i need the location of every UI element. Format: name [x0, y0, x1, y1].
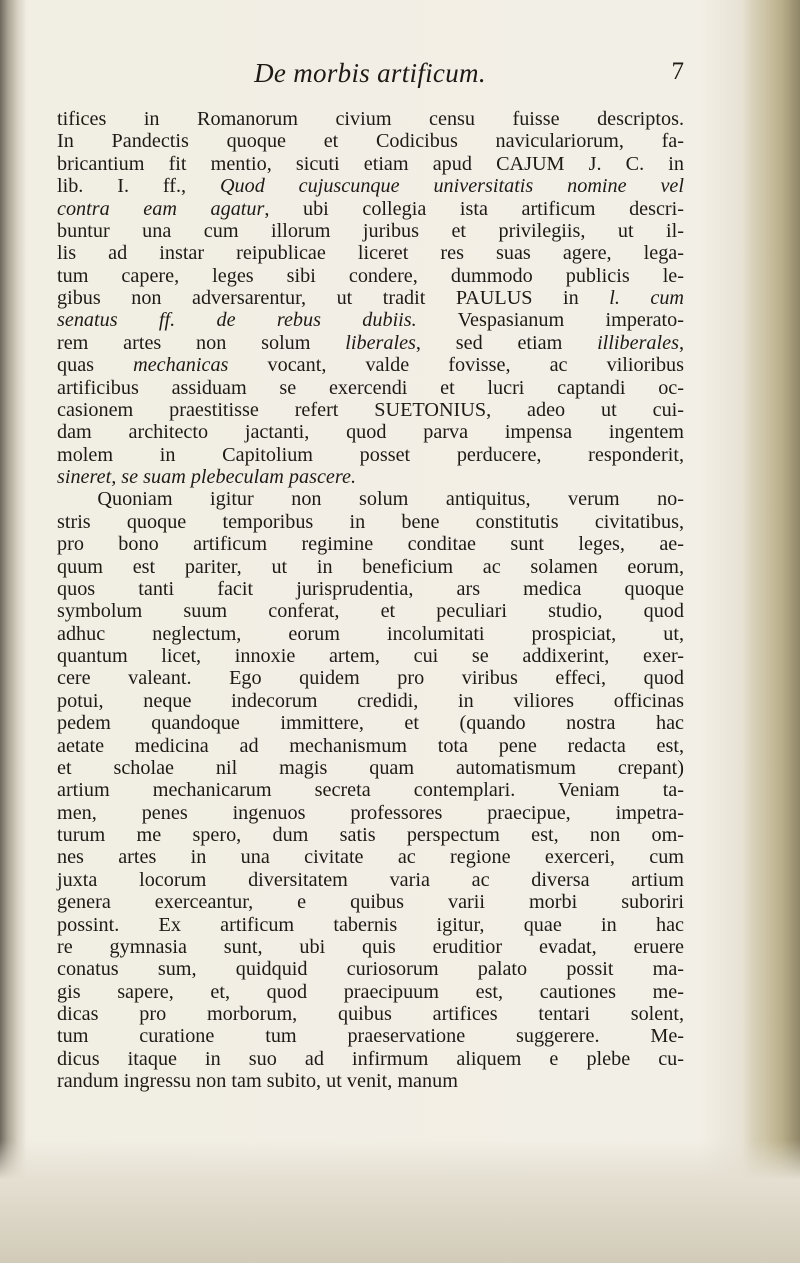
- text-segment: artificibus assiduam se exercendi et lucri captandi oc-: [57, 376, 684, 399]
- text-line: [57, 1070, 684, 1092]
- text-segment: rem artes non solum: [57, 331, 346, 354]
- text-line: [57, 802, 684, 824]
- text-line: [57, 108, 684, 130]
- text-segment: quas: [57, 354, 134, 377]
- text-line: [57, 1025, 684, 1047]
- text-segment: senatus ff. de rebus dubiis.: [57, 309, 417, 332]
- text-segment: pro bono artificum regimine conditae sunt leges, ae-: [57, 533, 684, 556]
- text-line: [57, 981, 684, 1003]
- text-segment: quos tanti facit jurisprudentia, ars medica quoque: [57, 577, 684, 600]
- text-segment: dam architecto jactanti, quod parva impensa ingentem: [57, 421, 684, 444]
- text-line: [57, 377, 684, 399]
- text-segment: gibus non adversarentur, ut tradit PAULUS in: [57, 287, 610, 309]
- text-line: [57, 690, 684, 712]
- text-line: [57, 779, 684, 801]
- text-segment: nes artes in una civitate ac regione exerceri, cum: [57, 846, 684, 869]
- running-head: [60, 58, 684, 98]
- text-line: [57, 824, 684, 846]
- text-line: [57, 712, 684, 734]
- text-segment: liberales: [345, 331, 416, 354]
- text-line: [57, 354, 684, 376]
- text-segment: dicas pro morborum, quibus artifices tentari solent,: [57, 1003, 684, 1025]
- text-segment: pedem quandoque immittere, et (quando nostra hac: [57, 712, 684, 735]
- text-segment: genera exerceantur, e quibus varii morbi suboriri: [57, 891, 684, 914]
- text-segment: gis sapere, et, quod praecipuum est, cautiones me-: [57, 980, 684, 1003]
- text-segment: re gymnasia sunt, ubi quis eruditior evadat, eruere: [57, 935, 684, 958]
- text-segment: buntur una cum illorum juribus et privilegiis, ut il-: [57, 219, 684, 242]
- text-segment: men, penes ingenuos professores praecipue, impetra-: [57, 801, 684, 824]
- text-segment: tum curatione tum praeservatione suggerere. Me-: [57, 1025, 684, 1048]
- text-line: [57, 287, 684, 309]
- text-segment: aetate medicina ad mechanismum tota pene redacta est,: [57, 734, 684, 757]
- text-line: [57, 667, 684, 689]
- text-line: [57, 891, 684, 913]
- text-line: [57, 869, 684, 891]
- text-segment: possint. Ex artificum tabernis igitur, quae in hac: [57, 913, 684, 936]
- text-line: [57, 846, 684, 868]
- text-line: [57, 153, 684, 175]
- text-segment: turum me spero, dum satis perspectum est, non om-: [57, 824, 684, 846]
- text-segment: bricantium fit mentio, sicuti etiam apud CAJUM J. C. in: [57, 152, 684, 175]
- text-line: [57, 488, 684, 510]
- text-line: [57, 735, 684, 757]
- body-text: [57, 108, 684, 1093]
- text-segment: In Pandectis quoque et Codicibus naviculariorum, fa-: [57, 130, 684, 153]
- text-segment: vocant, valde fovisse, ac vilioribus: [228, 354, 684, 377]
- text-line: [57, 757, 684, 779]
- text-line: [57, 265, 684, 287]
- text-line: [57, 623, 684, 645]
- text-segment: l. cum: [609, 287, 684, 309]
- text-segment: conatus sum, quidquid curiosorum palato possit ma-: [57, 958, 684, 981]
- text-line: [57, 130, 684, 152]
- text-line: [57, 578, 684, 600]
- text-line: [57, 1048, 684, 1070]
- page-edge-shadow: [742, 0, 800, 1263]
- text-line: [57, 936, 684, 958]
- text-segment: juxta locorum diversitatem varia ac diversa artium: [57, 868, 684, 891]
- text-line: [57, 600, 684, 622]
- page-bottom-shading: [0, 1140, 800, 1263]
- book-spine-shadow: [0, 0, 26, 1263]
- text-line: [57, 198, 684, 220]
- text-segment: mechanicas: [133, 354, 229, 377]
- text-segment: lis ad instar reipublicae liceret res suas agere, lega-: [57, 242, 684, 265]
- text-segment: quum est pariter, ut in beneficium ac solamen eorum,: [57, 555, 684, 578]
- text-segment: symbolum suum conferat, et peculiari studio, quod: [57, 600, 684, 623]
- text-line: [57, 399, 684, 421]
- text-segment: quantum licet, innoxie artem, cui se addixerint, exer-: [57, 645, 684, 667]
- text-segment: casionem praestitisse refert SUETONIUS, adeo ut cui-: [57, 398, 684, 421]
- text-line: [57, 556, 684, 578]
- text-line: [57, 421, 684, 443]
- text-line: [57, 645, 684, 667]
- text-segment: stris quoque temporibus in bene constitutis civitatibus,: [57, 510, 684, 533]
- text-segment: sineret, se suam plebeculam pascere.: [57, 466, 356, 488]
- text-segment: adhuc neglectum, eorum incolumitati prospiciat, ut,: [57, 622, 684, 645]
- text-line: [57, 1003, 684, 1025]
- text-segment: dicus itaque in suo ad infirmum aliquem e plebe cu-: [57, 1047, 684, 1070]
- text-segment: Quoniam igitur non solum antiquitus, verum no-: [97, 488, 684, 511]
- text-segment: cere valeant. Ego quidem pro viribus effeci, quod: [57, 667, 684, 690]
- text-line: [57, 958, 684, 980]
- text-line: [57, 242, 684, 264]
- text-line: [57, 511, 684, 533]
- text-segment: Quod cujuscunque universitatis nomine vel: [219, 175, 684, 198]
- text-segment: contra eam agatur: [57, 197, 265, 220]
- text-segment: tifices in Romanorum civium censu fuisse descriptos.: [57, 108, 684, 130]
- text-segment: lib. I. ff.,: [57, 175, 220, 198]
- page-number: 7: [671, 58, 684, 85]
- text-segment: randum ingressu non tam subito, ut venit, manum: [57, 1070, 458, 1093]
- text-segment: illiberales: [597, 331, 679, 354]
- text-segment: et scholae nil magis quam automatismum crepant): [57, 756, 684, 779]
- text-segment: molem in Capitolium posset perducere, responderit,: [57, 443, 684, 466]
- text-line: [57, 466, 684, 488]
- text-segment: , ubi collegia ista artificum descri-: [264, 197, 684, 220]
- text-line: [57, 220, 684, 242]
- text-segment: , sed etiam: [415, 331, 598, 354]
- text-segment: Vespasianum imperato-: [416, 309, 684, 332]
- text-segment: ,: [678, 331, 684, 354]
- text-segment: potui, neque indecorum credidi, in viliores officinas: [57, 689, 684, 712]
- text-line: [57, 444, 684, 466]
- text-segment: tum capere, leges sibi condere, dummodo publicis le-: [57, 264, 684, 287]
- text-line: [57, 309, 684, 331]
- text-line: [57, 533, 684, 555]
- text-line: [57, 175, 684, 197]
- running-title: De morbis artificum.: [254, 58, 486, 88]
- text-line: [57, 914, 684, 936]
- text-segment: artium mechanicarum secreta contemplari. Veniam ta-: [57, 779, 684, 802]
- text-line: [57, 332, 684, 354]
